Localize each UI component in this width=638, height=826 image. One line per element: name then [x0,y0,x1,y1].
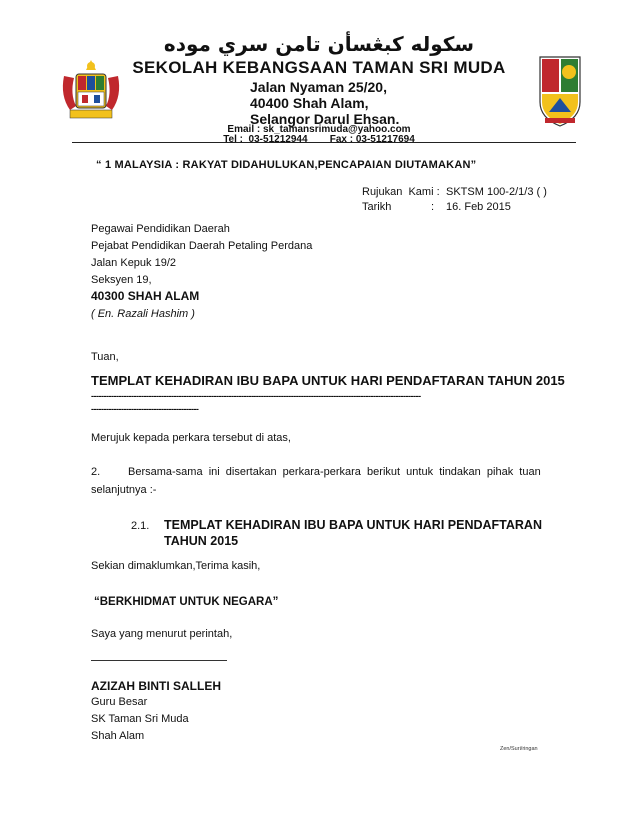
address-line-2: 40400 Shah Alam, [250,95,369,111]
signatory-title: Guru Besar [91,696,148,708]
recipient-line-2: Pejabat Pendidikan Daerah Petaling Perdana [91,240,313,252]
reference-label: Rujukan Kami : [362,186,440,198]
reference-value: SKTSM 100-2/1/3 ( ) [446,186,547,198]
recipient-line-4: Seksyen 19, [91,274,152,286]
recipient-line-3: Jalan Kepuk 19/2 [91,257,177,269]
signatory-school: SK Taman Sri Muda [91,713,189,725]
slogan: “BERKHIDMAT UNTUK NEGARA” [94,596,279,608]
item-number: 2.1. [131,520,150,532]
address-line-3: Selangor Darul Ehsan. [250,111,400,127]
motto: “ 1 MALAYSIA : RAKYAT DIDAHULUKAN,PENCAPAIAN DIUTAMAKAN” [96,159,477,171]
subject-underline-2: ------------------------------------------- [91,404,199,414]
paragraph-2-text: Bersama-sama ini disertakan perkara-perkara berikut untuk tindakan pihak tuan [128,466,541,478]
recipient-attention: ( En. Razali Hashim ) [91,308,195,320]
school-name-jawi: سکوله کبڠسأن تامن سري موده [163,32,475,56]
school-phone-fax: Tel : 03-51212944 Fax : 03-51217694 [223,134,415,145]
salutation: Tuan, [91,351,119,363]
recipient-line-1: Pegawai Pendidikan Daerah [91,223,230,235]
address-line-1: Jalan Nyaman 25/20, [250,79,387,95]
signatory-place: Shah Alam [91,730,145,742]
signatory-name: AZIZAH BINTI SALLEH [91,679,221,693]
paragraph-1: Merujuk kepada perkara tersebut di atas, [91,432,291,444]
letterhead-divider [72,142,576,143]
date-colon: : [431,201,435,213]
date-label: Tarikh [362,201,392,213]
school-email: Email : sk_tamansrimuda@yahoo.com [227,124,411,135]
item-title: TEMPLAT KEHADIRAN IBU BAPA UNTUK HARI PENDAFTARAN TAHUN 2015 [164,518,542,548]
paragraph-2-number: 2. [91,466,101,478]
closing-line: Sekian dimaklumkan,Terima kasih, [91,560,261,572]
signature-line [91,660,227,661]
school-name: SEKOLAH KEBANGSAAN TAMAN SRI MUDA [132,58,506,77]
date-value: 16. Feb 2015 [446,201,511,213]
obedient-line: Saya yang menurut perintah, [91,628,233,640]
letter-subject: TEMPLAT KEHADIRAN IBU BAPA UNTUK HARI PENDAFTARAN TAHUN 2015 [91,373,565,388]
footer-note: Zen/Suri/ringan [500,746,538,752]
subject-underline-1: ------------------------------------------------------------------------------------------------------------------------------------ [91,391,421,401]
paragraph-2-continued: selanjutnya :- [91,484,157,496]
recipient-postcode-city: 40300 SHAH ALAM [91,289,200,303]
